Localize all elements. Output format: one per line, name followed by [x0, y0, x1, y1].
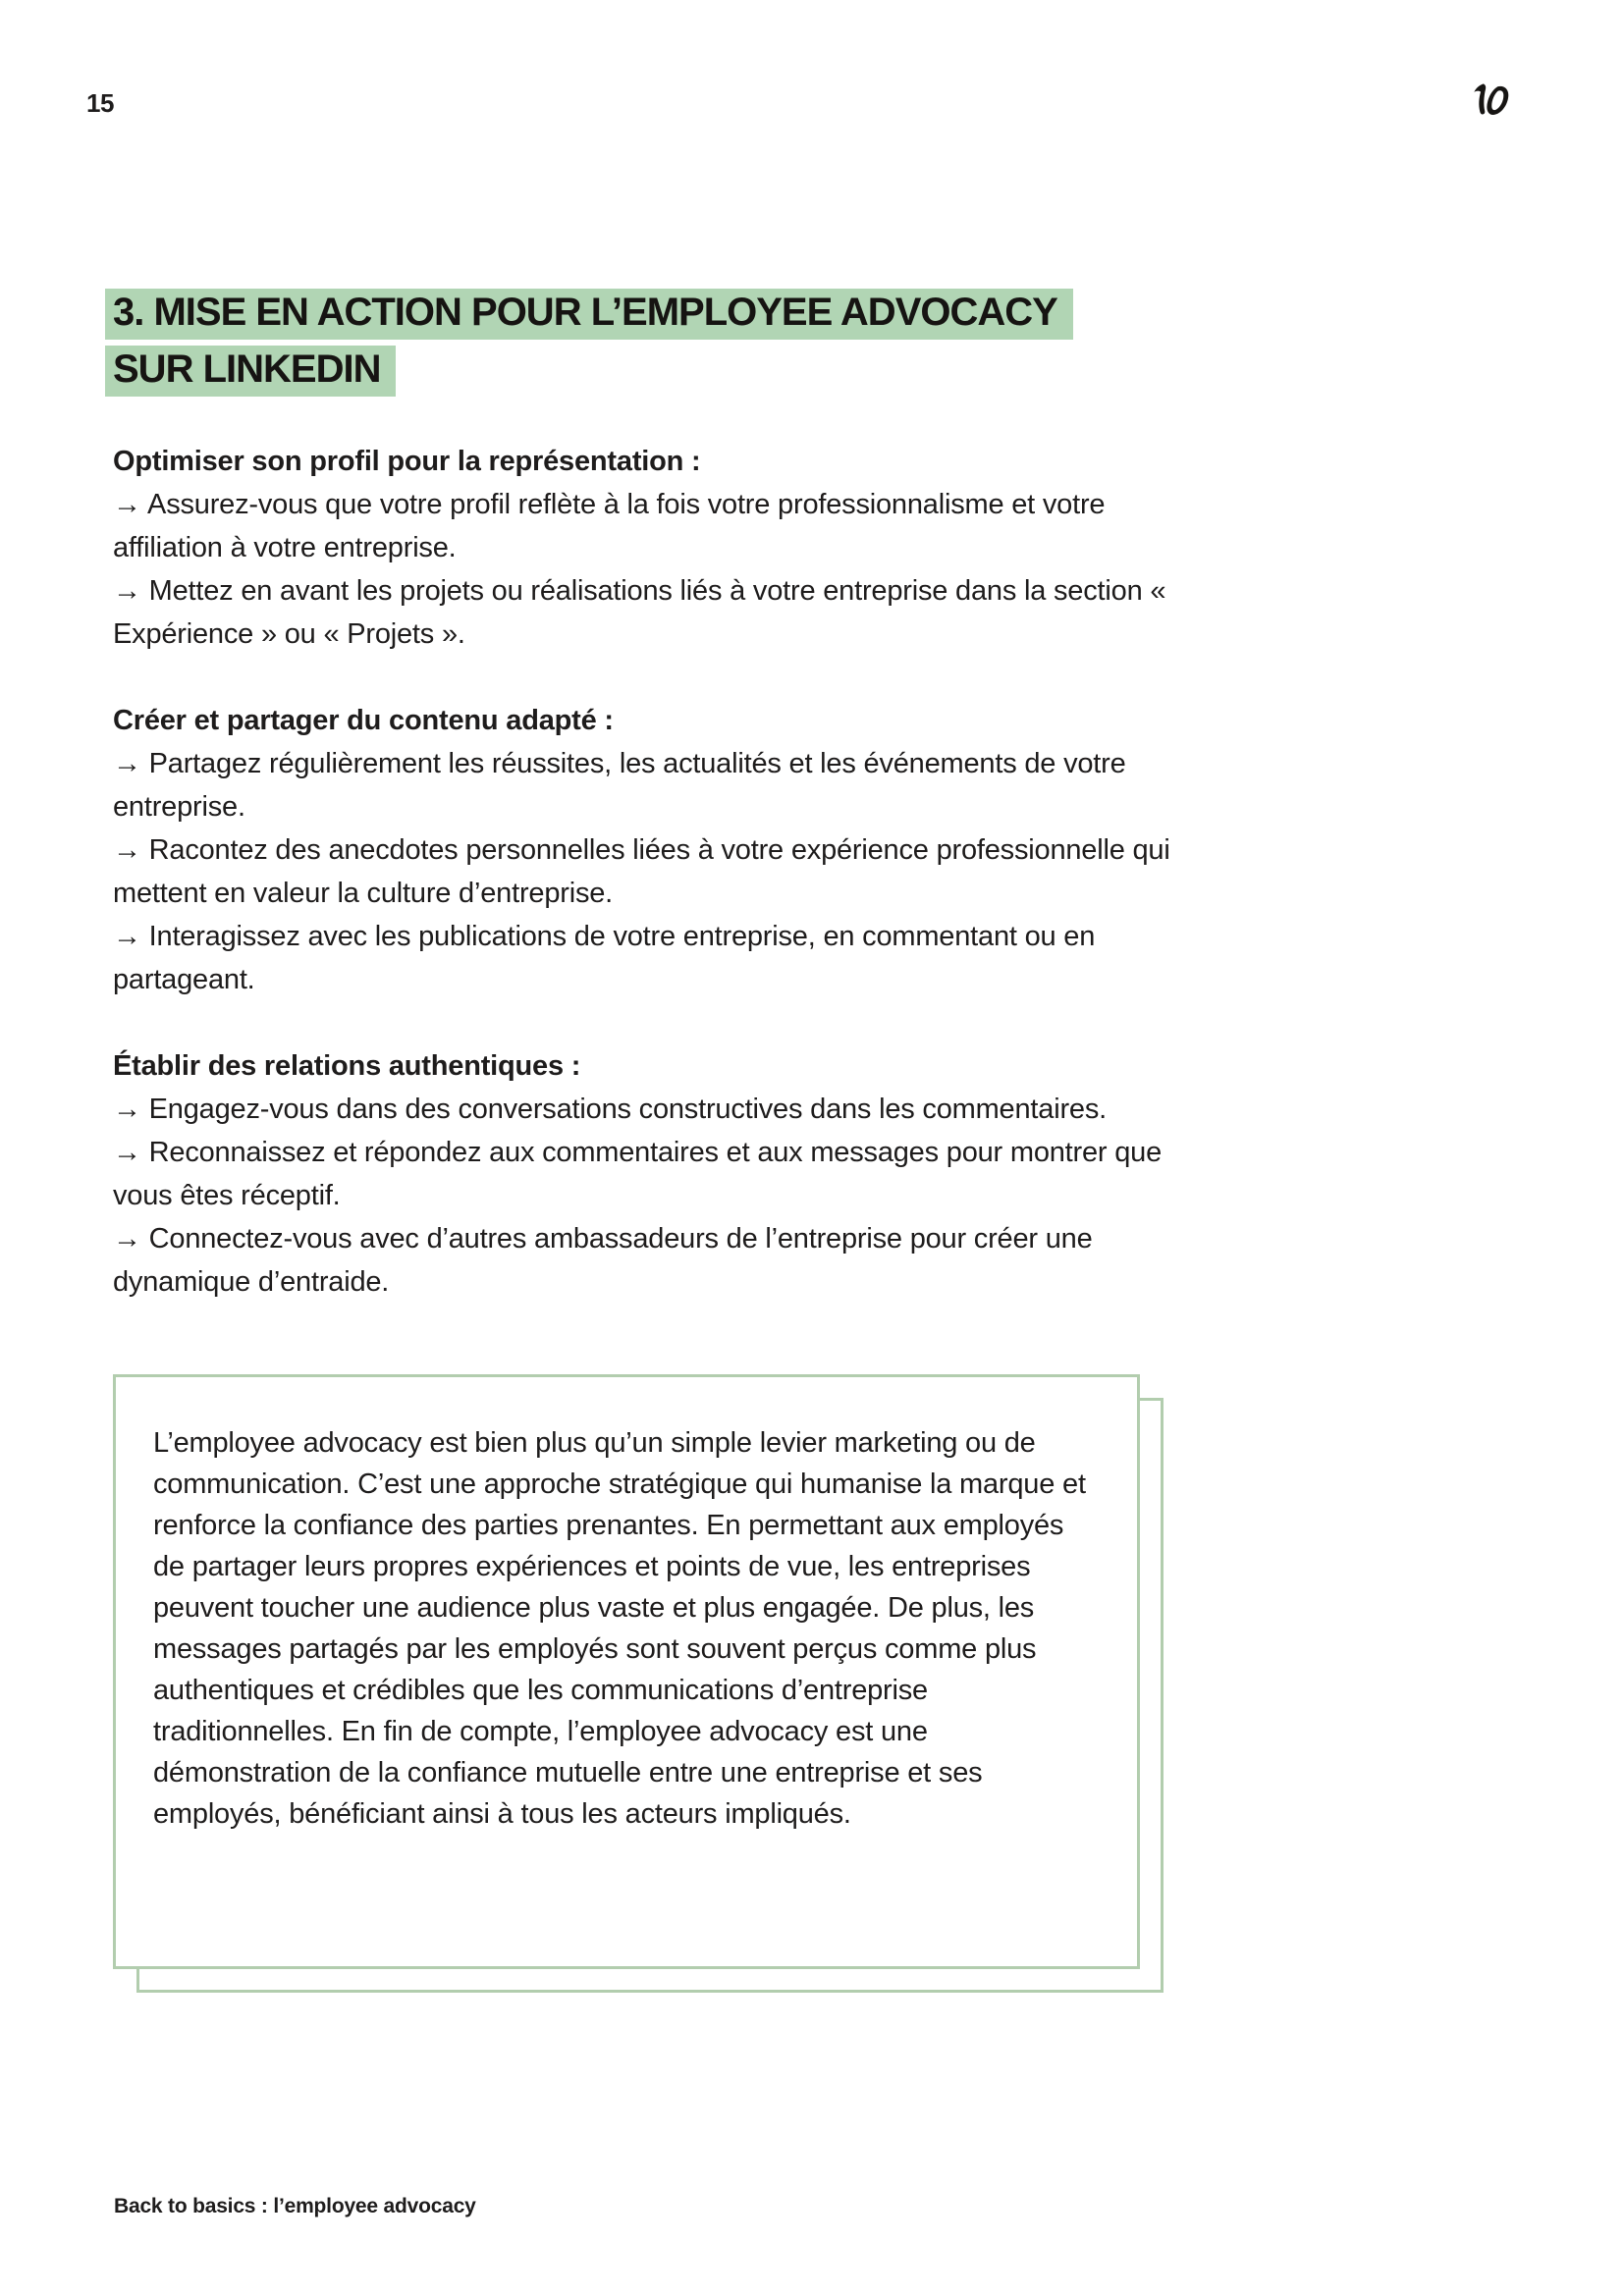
bullet-item: → Connectez-vous avec d’autres ambassadeurs de l’entreprise pour créer une dynamique d’entraide. — [113, 1223, 1093, 1298]
bullet-item: → Interagissez avec les publications de votre entreprise, en commentant ou en partageant. — [113, 921, 1096, 995]
callout-box-wrapper — [113, 1374, 1140, 1969]
footer-text: Back to basics : l’employee advocacy — [114, 2195, 476, 2217]
section-creer-contenu — [113, 699, 1171, 1001]
callout-text: L’employee advocacy est bien plus qu’un simple levier marketing ou de communication. C’est une approche stratégique qui humanise la marque et renforce la confiance des parties prenantes. En permettant aux employés de partager leurs propres expériences et points de vue, les entreprises peuvent toucher une audience plus vaste et plus engagée. De plus, les messages partagés par les employés sont souvent perçus comme plus authentiques et crédibles que les communications d’entreprise traditionnelles. En fin de compte, l’employee advocacy est une démonstration de la confiance mutuelle entre une entreprise et ses employés, bénéficiant ainsi à tous les acteurs impliqués. — [153, 1427, 1086, 1830]
heading-line-1: 3. MISE EN ACTION POUR L’EMPLOYEE ADVOCACY — [105, 289, 1073, 340]
bullet-item: → Partagez régulièrement les réussites, les actualités et les événements de votre entreprise. — [113, 748, 1126, 823]
section-optimiser-profil — [113, 440, 1171, 656]
brand-logo — [1469, 80, 1510, 118]
bullet-item: → Racontez des anecdotes personnelles liées à votre expérience professionnelle qui mettent en valeur la culture d’entreprise. — [113, 834, 1170, 909]
w-script-logo-icon — [1469, 80, 1510, 118]
section-title: Optimiser son profil pour la représentation : — [113, 446, 701, 477]
bullet-item: → Reconnaissez et répondez aux commentaires et aux messages pour montrer que vous êtes réceptif. — [113, 1137, 1163, 1211]
section-title: Établir des relations authentiques : — [113, 1050, 581, 1082]
page-number: 15 — [86, 88, 114, 118]
section-heading — [113, 289, 1171, 397]
heading-line-2: SUR LINKEDIN — [105, 346, 396, 397]
section-relations-authentiques — [113, 1044, 1171, 1304]
bullet-item: → Mettez en avant les projets ou réalisations liés à votre entreprise dans la section « Expérience » ou « Projets ». — [113, 575, 1166, 650]
section-title: Créer et partager du contenu adapté : — [113, 705, 614, 736]
callout-box — [113, 1374, 1140, 1969]
page-content — [113, 289, 1171, 1969]
bullet-item: → Engagez-vous dans des conversations constructives dans les commentaires. — [113, 1094, 1107, 1125]
bullet-item: → Assurez-vous que votre profil reflète à la fois votre professionnalisme et votre affiliation à votre entreprise. — [113, 489, 1106, 563]
